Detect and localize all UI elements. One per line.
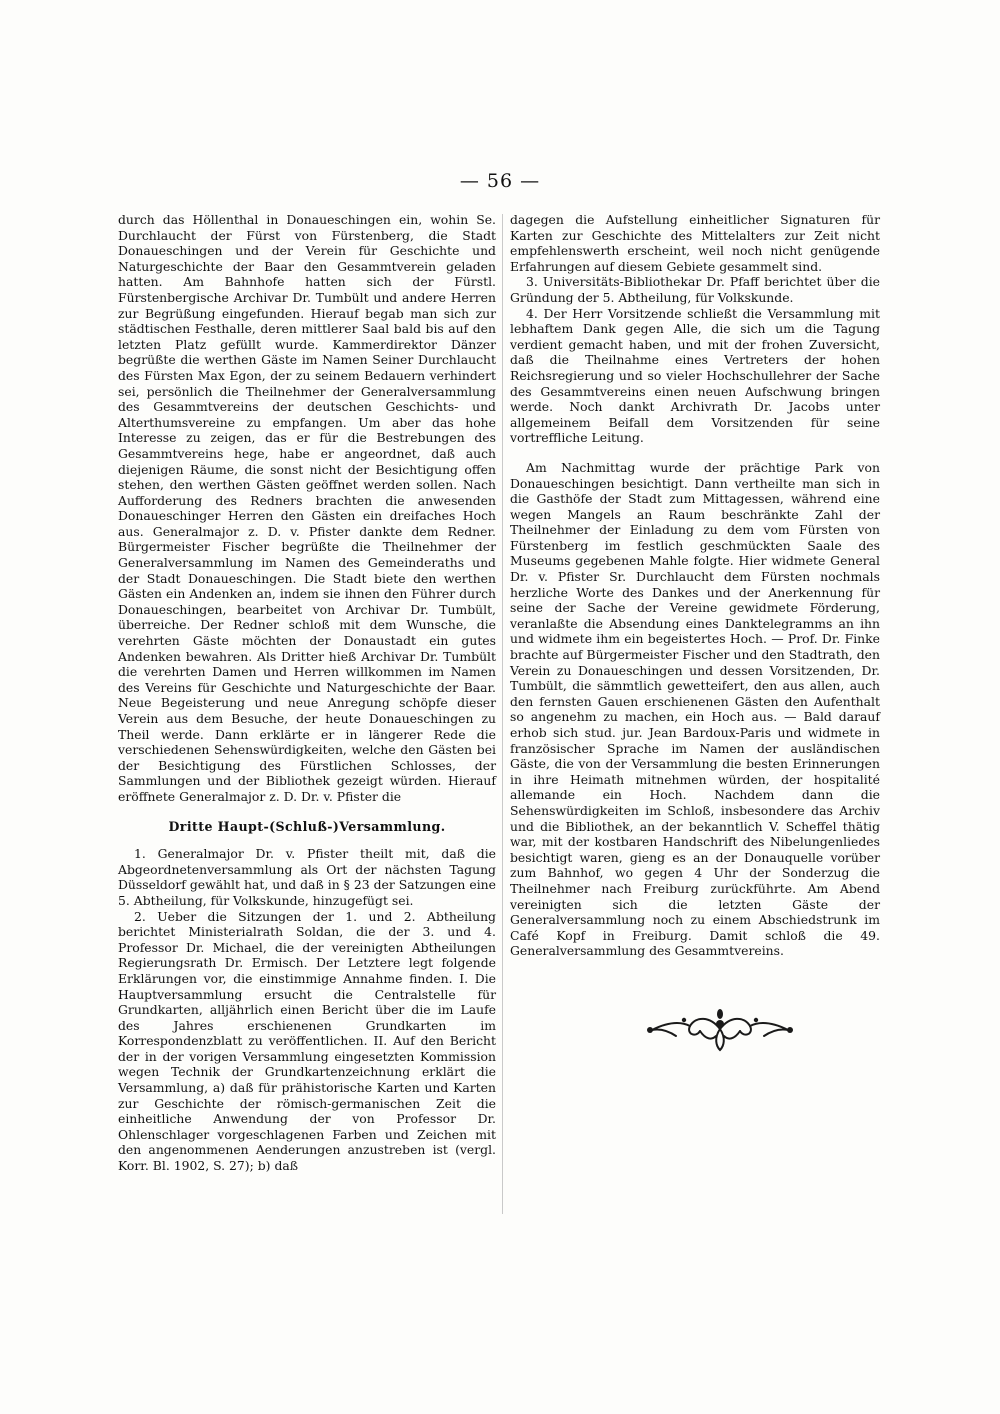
paragraph: dagegen die Aufstellung einheitlicher Signaturen für Karten zur Geschichte des Mittelalters zur Zeit nicht empfehlenswerth erscheint, weil noch nicht genügende Erfahrungen auf diesem Gebiete gesammelt sind. — [510, 212, 880, 274]
paragraph: 2. Ueber die Sitzungen der 1. und 2. Abtheilung berichtet Ministerialrath Soldan, die der 3. und 4. Professor Dr. Michael, die der vereinigten Abtheilungen Regierungsrath Dr. Ermisch. Der Letztere legt folgende Erklärungen vor, die einstimmige Annahme finden. I. Die Hauptversammlung ersucht die Centralstelle für Grundkarten, alljährlich einen Bericht über die im Laufe des Jahres erschienenen Grundkarten im Korrespondenzblatt zu veröffentlichen. II. Auf den Bericht der in der vorigen Versammlung eingesetzten Kommission wegen Technik der Grundkartenzeichnung erklärt die Versammlung, a) daß für prähistorische Karten und Karten zur Geschichte der römisch-germanischen Zeit die einheitliche Anwendung der von Professor Dr. Ohlenschlager vorgeschlagenen Farben und Zeichen mit den angenommenen Aenderungen anzustreben ist (vergl. Korr. Bl. 1902, S. 27); b) daß — [118, 908, 496, 1174]
section-heading: Dritte Haupt-(Schluß-)Versammlung. — [168, 818, 446, 834]
paragraph: durch das Höllenthal in Donaueschingen ein, wohin Se. Durchlaucht der Fürst von Fürstenberg, die Stadt Donaueschingen und der Verein für Geschichte und Naturgeschichte der Baar den Gesammtverein geladen hatten. Am Bahnhofe hatten sich der Fürstl. Fürstenbergische Archivar Dr. Tumbült und andere Herren zur Begrüßung eingefunden. Hierauf begab man sich zur städtischen Festhalle, deren mittlerer Saal bald bis auf den letzten Platz gefüllt wurde. Kammerdirektor Dänzer begrüßte die werthen Gäste im Namen Seiner Durchlaucht des Fürsten Max Egon, der zu seinem Bedauern verhindert sei, persönlich die Theilnehmer der Generalversammlung des Gesammtvereins der deutschen Geschichts- und Alterthumsvereine zu empfangen. Um aber das hohe Interesse zu zeigen, das er für die Bestrebungen des Gesammtvereins hege, habe er angeordnet, daß auch diejenigen Räume, die sonst nicht der Besichtigung offen stehen, den werthen Gästen geöffnet werden sollen. Nach Aufforderung des Redners brachten die anwesenden Donaueschinger Herren den Gästen ein dreifaches Hoch aus. Generalmajor z. D. v. Pfister dankte dem Redner. Bürgermeister Fischer begrüßte die Theilnehmer der Generalversammlung im Namen des Gemeinderaths und der Stadt Donaueschingen. Die Stadt biete den werthen Gästen ein Andenken an, indem sie ihnen den Führer durch Donaueschingen, bearbeitet von Archivar Dr. Tumbült, überreiche. Der Redner schloß mit dem Wunsche, die verehrten Gäste möchten der Donaustadt ein gutes Andenken bewahren. Als Dritter hieß Archivar Dr. Tumbült die verehrten Damen und Herren willkommen im Namen des Vereins für Geschichte und Naturgeschichte der Baar. Neue Begeisterung und neue Anregung schöpfe dieser Verein aus dem Besuche, der heute Donaueschingen zu Theil werde. Dann erklärte er in längerer Rede die verschiedenen Sehenswürdigkeiten, welche den Gästen bei der Besichtigung des Fürstlichen Schlosses, der Sammlungen und der Bibliothek gezeigt würden. Hierauf eröffnete Generalmajor z. D. Dr. v. Pfister die — [118, 212, 496, 804]
paragraph: 3. Universitäts-Bibliothekar Dr. Pfaff berichtet über die Gründung der 5. Abtheilung, für Volkskunde. — [510, 274, 880, 305]
column-divider — [502, 214, 503, 1214]
left-column — [118, 212, 496, 1174]
right-column — [510, 212, 880, 959]
paragraph-gap — [510, 446, 880, 460]
paragraph: Am Nachmittag wurde der prächtige Park von Donaueschingen besichtigt. Dann vertheilte man sich in die Gasthöfe der Stadt zum Mittagessen, während eine wegen Mangels an Raum beschränkte Zahl der Theilnehmer der Einladung zu dem vom Fürsten von Fürstenberg im festlich geschmückten Saale des Museums gegebenen Mahle folgte. Hier widmete General Dr. v. Pfister Sr. Durchlaucht dem Fürsten nochmals herzliche Worte des Dankes und der Anerkennung für seine der Sache der Vereine gewidmete Förderung, veranlaßte die Absendung eines Danktelegramms an ihn und widmete ihm ein begeistertes Hoch. — Prof. Dr. Finke brachte auf Bürgermeister Fischer und den Stadtrath, den Verein zu Donaueschingen und dessen Vorsitzenden, Dr. Tumbült, die sämmtlich gewetteifert, den aus allen, auch den fernsten Gauen erschienenen Gästen den Aufenthalt so angenehm zu machen, ein Hoch aus. — Bald darauf erhob sich stud. jur. Jean Bardoux-Paris und widmete in französischer Sprache im Namen der ausländischen Gäste, die von der Versammlung die besten Erinnerungen in ihre Heimath mitnehmen würden, der hospitalité allemande ein Hoch. Nachdem dann die Sehenswürdigkeiten im Schloß, insbesondere das Archiv und die Bibliothek, an der bekanntlich V. Scheffel thätig war, mit der kostbaren Handschrift des Nibelungenliedes besichtigt waren, gieng es an der Donauquelle vorüber zum Bahnhof, wo gegen 4 Uhr der Sonderzug die Theilnehmer nach Freiburg zurückführte. Am Abend vereinigten sich die letzten Gäste der Generalversammlung noch zu einem Abschiedstrunk im Café Kopf in Freiburg. Damit schloß die 49. Generalversammlung des Gesammtvereins. — [510, 459, 880, 959]
page-number: — 56 — — [459, 170, 541, 192]
floral-vignette-icon — [640, 1006, 800, 1052]
paragraph: 1. Generalmajor Dr. v. Pfister theilt mit, daß die Abgeordnetenversammlung als Ort der nächsten Tagung Düsseldorf gewählt hat, und daß in § 23 der Satzungen eine 5. Abtheilung, für Volkskunde, hinzugefügt sei. — [118, 846, 496, 908]
paragraph: 4. Der Herr Vorsitzende schließt die Versammlung mit lebhaftem Dank gegen Alle, die sich um die Tagung verdient gemacht haben, und mit der frohen Zuversicht, daß die Theilnahme eines Vertreters der hohen Reichsregierung und so vieler Hochschullehrer der Sache des Gesammtvereins einen neuen Aufschwung bringen werde. Noch dankt Archivrath Dr. Jacobs unter allgemeinem Beifall dem Vorsitzenden für seine vortreffliche Leitung. — [510, 305, 880, 446]
